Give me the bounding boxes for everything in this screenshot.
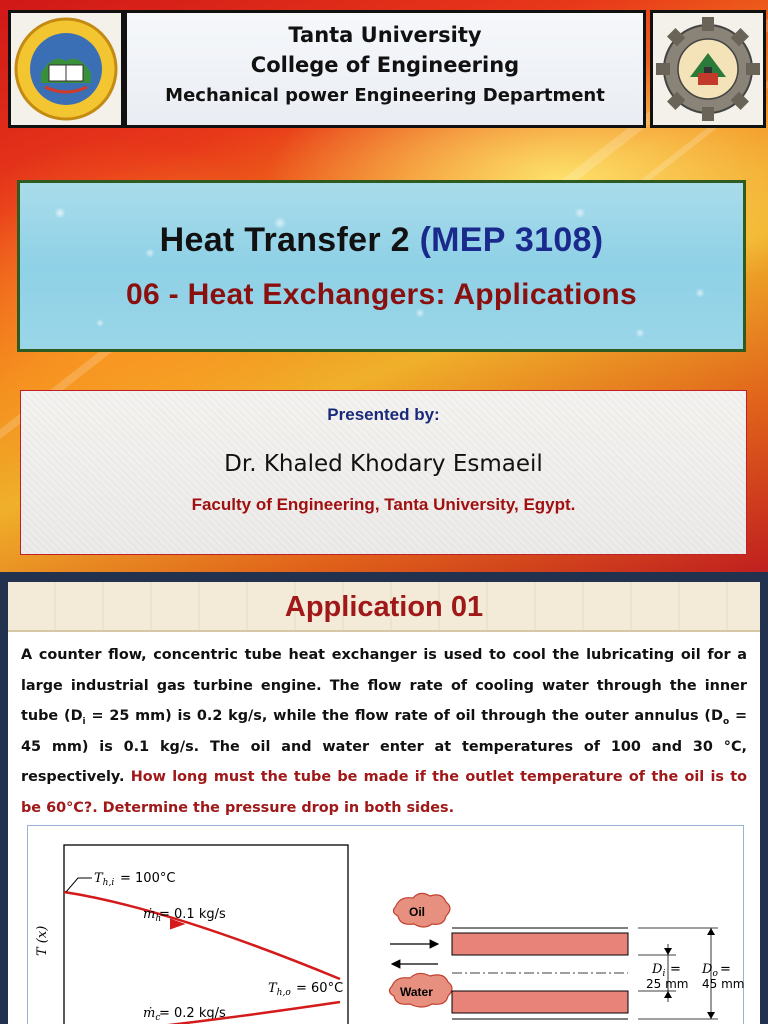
faculty-logo bbox=[650, 10, 766, 128]
outer-annulus-bottom bbox=[452, 991, 628, 1013]
problem-statement bbox=[21, 640, 747, 824]
course-title-box bbox=[17, 180, 746, 352]
th-i-symbol: $T_{h,i}$ bbox=[94, 871, 115, 888]
do-value: 45 mm bbox=[702, 977, 745, 991]
presenter-name: Dr. Khaled Khodary Esmaeil bbox=[224, 451, 543, 477]
do-symbol: $D_o$ bbox=[702, 962, 718, 979]
university-seal-icon bbox=[11, 13, 121, 125]
application-title: Application 01 bbox=[284, 591, 484, 623]
institution-header bbox=[124, 10, 646, 128]
di-value: 25 mm bbox=[646, 977, 689, 991]
di-eq: = bbox=[670, 962, 681, 977]
mh-symbol: ṁ$_h$ bbox=[143, 907, 162, 924]
mh-label: = 0.1 kg/s bbox=[159, 907, 226, 922]
figure-drawing bbox=[28, 826, 745, 1024]
tanta-university-logo bbox=[8, 10, 124, 128]
do-eq: = bbox=[720, 962, 731, 977]
course-code: (MEP 3108) bbox=[419, 221, 604, 259]
plot-frame bbox=[64, 845, 348, 1024]
application-title-bar bbox=[8, 582, 760, 632]
subscript-o: o bbox=[722, 717, 730, 728]
th-i-label: = 100°C bbox=[120, 871, 176, 886]
th-o-label: = 60°C bbox=[296, 981, 344, 996]
subscript-i: i bbox=[82, 717, 86, 728]
gear-emblem-icon bbox=[653, 13, 763, 125]
statement-text: = 45 mm) is 0.1 kg/s. The oil and water enter at temperatures of 100 and 30 °C, respectively. bbox=[21, 708, 748, 786]
y-axis-label: T (x) bbox=[35, 925, 50, 956]
application-slide bbox=[8, 582, 760, 1024]
presenter-affiliation: Faculty of Engineering, Tanta University, Egypt. bbox=[191, 495, 576, 514]
water-badge bbox=[389, 973, 452, 1007]
water-label: Water bbox=[400, 985, 433, 999]
college-name: College of Engineering bbox=[250, 53, 520, 77]
th-o-symbol: $T_{h,o}$ bbox=[268, 981, 291, 998]
university-name: Tanta University bbox=[288, 23, 482, 47]
outer-annulus-top bbox=[452, 933, 628, 955]
presented-by-label: Presented by: bbox=[327, 405, 440, 424]
oil-badge bbox=[393, 893, 450, 927]
statement-text: A counter flow, concentric tube heat exchanger is used to cool the lubricating oil for a large industrial gas turbine engine. The flow rate of cooling water through the inner tube (D bbox=[21, 647, 747, 725]
statement-text: = 25 mm) is 0.2 kg/s, while the flow rate of oil through the outer annulus (D bbox=[85, 708, 723, 725]
presenter-box bbox=[20, 390, 747, 555]
course-name: Heat Transfer 2 bbox=[159, 221, 410, 259]
problem-question: How long must the tube be made if the outlet temperature of the oil is to be 60°C?. Determine the pressure drop in both sides. bbox=[21, 769, 748, 816]
course-title bbox=[20, 221, 743, 260]
oil-label: Oil bbox=[409, 905, 426, 919]
mc-symbol: ṁ$_c$ bbox=[143, 1006, 161, 1023]
mc-label: = 0.2 kg/s bbox=[159, 1006, 226, 1021]
department-name: Mechanical power Engineering Department bbox=[165, 85, 605, 106]
di-symbol: $D_i$ bbox=[652, 962, 666, 979]
lecture-title: 06 - Heat Exchangers: Applications bbox=[126, 278, 637, 311]
heat-exchanger-figure bbox=[27, 825, 744, 1024]
